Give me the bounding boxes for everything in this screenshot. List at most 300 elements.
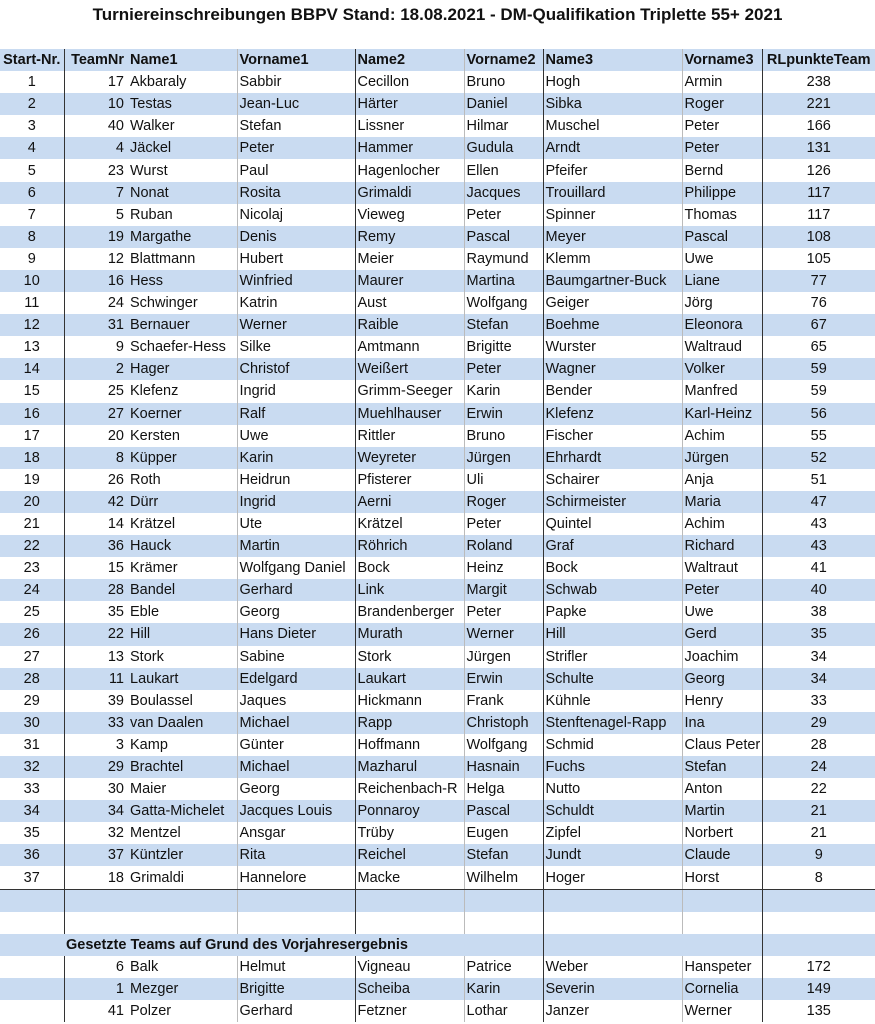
vorname2-cell bbox=[464, 889, 543, 912]
vorname1-cell bbox=[237, 912, 355, 934]
name2-cell: Grimm-Seeger bbox=[355, 380, 464, 402]
name2-cell: Hickmann bbox=[355, 690, 464, 712]
team-nr-cell: 22 bbox=[64, 623, 128, 645]
team-nr-cell: 3 bbox=[64, 734, 128, 756]
name2-cell: Reichenbach-R bbox=[355, 778, 464, 800]
seeded-row bbox=[0, 978, 875, 1000]
vorname1-cell: Peter bbox=[237, 137, 355, 159]
table-row bbox=[0, 866, 875, 889]
name1-cell: Testas bbox=[128, 93, 237, 115]
sheet-title: Turniereinschreibungen BBPV Stand: 18.08.2021 - DM-Qualifikation Triplette 55+ 2021 bbox=[92, 5, 783, 24]
name1-cell: Bandel bbox=[128, 579, 237, 601]
table-row bbox=[0, 535, 875, 557]
name2-cell: Pfisterer bbox=[355, 469, 464, 491]
vorname2-cell: Eugen bbox=[464, 822, 543, 844]
vorname2-cell: Hilmar bbox=[464, 115, 543, 137]
name2-cell: Hagenlocher bbox=[355, 159, 464, 181]
vorname3-cell: Jörg bbox=[682, 292, 762, 314]
team-nr-cell: 25 bbox=[64, 380, 128, 402]
vorname1-cell: Ute bbox=[237, 513, 355, 535]
name2-cell: Amtmann bbox=[355, 336, 464, 358]
seeded-row bbox=[0, 956, 875, 978]
table-row bbox=[0, 712, 875, 734]
name3-cell: Bock bbox=[543, 557, 682, 579]
table-body bbox=[0, 49, 875, 1022]
vorname1-cell: Jean-Luc bbox=[237, 93, 355, 115]
rlpunkte-cell: 56 bbox=[762, 403, 875, 425]
name1-cell: Walker bbox=[130, 118, 175, 135]
vorname3-cell: Uwe bbox=[682, 601, 762, 623]
name2-cell: Reichel bbox=[355, 844, 464, 866]
table-row bbox=[0, 844, 875, 866]
table-row bbox=[0, 226, 875, 248]
vorname1-cell: Jaques bbox=[237, 690, 355, 712]
vorname1-cell: Katrin bbox=[237, 292, 355, 314]
name3-cell: Hogh bbox=[543, 71, 682, 93]
team-nr-cell: 32 bbox=[64, 822, 128, 844]
vorname1-cell: Winfried bbox=[237, 270, 355, 292]
start-nr-cell: 23 bbox=[23, 560, 40, 577]
name3-cell: Stenftenagel-Rapp bbox=[543, 712, 682, 734]
name1-cell: Nonat bbox=[128, 182, 237, 204]
team-nr-cell: 13 bbox=[64, 646, 128, 668]
name1-cell bbox=[128, 912, 237, 934]
vorname3-cell: Ina bbox=[682, 712, 762, 734]
vorname3-cell bbox=[682, 889, 762, 912]
team-nr-cell: 19 bbox=[64, 226, 128, 248]
rlpunkte-cell: 52 bbox=[762, 447, 875, 469]
vorname2-cell: Stefan bbox=[464, 314, 543, 336]
name3-cell: Sibka bbox=[543, 93, 682, 115]
start-nr-cell: 31 bbox=[23, 736, 40, 753]
team-nr-cell: 37 bbox=[64, 844, 128, 866]
start-nr-cell: 24 bbox=[0, 579, 64, 601]
team-nr-cell: 23 bbox=[64, 159, 128, 181]
start-nr-cell: 15 bbox=[23, 383, 40, 400]
rlpunkte-cell: 117 bbox=[762, 182, 875, 204]
rlpunkte-cell: 51 bbox=[762, 469, 875, 491]
name2-cell: Weißert bbox=[355, 358, 464, 380]
rlpunkte-cell: 59 bbox=[762, 380, 875, 402]
team-nr-cell: 17 bbox=[64, 71, 128, 93]
vorname2-cell: Pascal bbox=[464, 800, 543, 822]
table-row bbox=[0, 115, 875, 137]
name1-cell: Koerner bbox=[128, 403, 237, 425]
start-nr-cell: 4 bbox=[0, 137, 64, 159]
vorname1-cell: Nicolaj bbox=[237, 204, 355, 226]
team-nr-cell: 24 bbox=[64, 292, 128, 314]
team-nr-cell: 29 bbox=[64, 756, 128, 778]
table-row bbox=[0, 336, 875, 358]
table-row bbox=[0, 93, 875, 115]
name2-cell: Hoffmann bbox=[355, 734, 464, 756]
team-nr-cell: 6 bbox=[64, 956, 128, 978]
start-nr-cell: 1 bbox=[27, 74, 36, 91]
rlpunkte-cell: 24 bbox=[762, 756, 875, 778]
name3-cell: Schuldt bbox=[543, 800, 682, 822]
start-nr-cell: 27 bbox=[23, 648, 40, 665]
vorname2-cell bbox=[464, 912, 543, 934]
start-nr-cell bbox=[0, 978, 64, 1000]
name2-cell: Lissner bbox=[355, 115, 464, 137]
vorname1-cell: Uwe bbox=[237, 425, 355, 447]
name1-cell: Mentzel bbox=[130, 825, 181, 842]
name1-cell: Klefenz bbox=[130, 383, 179, 400]
name3-cell bbox=[543, 912, 682, 934]
name1-cell: Küpper bbox=[128, 447, 237, 469]
vorname3-cell: Jürgen bbox=[682, 447, 762, 469]
rlpunkte-cell: 21 bbox=[762, 800, 875, 822]
vorname3-cell: Hanspeter bbox=[682, 956, 762, 978]
name3-cell: Muschel bbox=[543, 115, 682, 137]
name1-cell: Brachtel bbox=[128, 756, 237, 778]
start-nr-cell: 9 bbox=[27, 250, 36, 267]
vorname1-cell: Ingrid bbox=[237, 491, 355, 513]
start-nr-cell: 19 bbox=[23, 471, 40, 488]
rlpunkte-cell: 29 bbox=[762, 712, 875, 734]
table-row bbox=[0, 822, 875, 844]
vorname2-cell: Erwin bbox=[464, 403, 543, 425]
vorname3-cell: Philippe bbox=[682, 182, 762, 204]
vorname1-cell: Michael bbox=[237, 756, 355, 778]
vorname1-cell: Ingrid bbox=[237, 380, 355, 402]
vorname2-cell: Christoph bbox=[464, 712, 543, 734]
table-row bbox=[0, 800, 875, 822]
vorname2-cell: Roland bbox=[464, 535, 543, 557]
name3-cell: Boehme bbox=[543, 314, 682, 336]
rlpunkte-cell: 126 bbox=[762, 159, 875, 181]
team-nr-cell: 15 bbox=[64, 557, 128, 579]
vorname2-cell: Uli bbox=[464, 469, 543, 491]
vorname1-cell: Martin bbox=[237, 535, 355, 557]
vorname2-cell: Hasnain bbox=[464, 756, 543, 778]
name1-cell: Krätzel bbox=[130, 516, 176, 533]
name3-cell: Klefenz bbox=[543, 403, 682, 425]
vorname3-cell: Henry bbox=[682, 690, 762, 712]
table-row bbox=[0, 137, 875, 159]
team-nr-cell: 40 bbox=[64, 115, 128, 137]
rlpunkte-cell bbox=[762, 889, 875, 912]
name2-cell: Vigneau bbox=[355, 956, 464, 978]
vorname3-cell: Waltraut bbox=[682, 557, 762, 579]
name1-cell: Laukart bbox=[128, 668, 237, 690]
table-row bbox=[0, 447, 875, 469]
vorname1-cell bbox=[237, 889, 355, 912]
vorname3-cell: Claus Peter bbox=[682, 734, 762, 756]
name2-cell bbox=[355, 912, 464, 934]
vorname2-cell: Gudula bbox=[464, 137, 543, 159]
start-nr-cell bbox=[0, 1000, 64, 1022]
table-row bbox=[0, 668, 875, 690]
vorname1-cell: Paul bbox=[237, 159, 355, 181]
table-row bbox=[0, 469, 875, 491]
rlpunkte-cell: 238 bbox=[762, 71, 875, 93]
name2-cell: Scheiba bbox=[355, 978, 464, 1000]
name2-cell: Härter bbox=[355, 93, 464, 115]
name2-cell: Rapp bbox=[355, 712, 464, 734]
name3-cell: Wagner bbox=[543, 358, 682, 380]
vorname1-cell: Jacques Louis bbox=[237, 800, 355, 822]
vorname1-cell: Wolfgang Daniel bbox=[237, 557, 355, 579]
name1-cell: Hill bbox=[128, 623, 237, 645]
start-nr-cell: 14 bbox=[0, 358, 64, 380]
vorname3-cell: Anja bbox=[682, 469, 762, 491]
name3-cell: Arndt bbox=[543, 137, 682, 159]
team-nr-cell: 27 bbox=[64, 403, 128, 425]
vorname2-cell: Peter bbox=[464, 601, 543, 623]
name3-cell: Zipfel bbox=[543, 822, 682, 844]
name3-cell: Janzer bbox=[543, 1000, 682, 1022]
name1-cell: Kersten bbox=[130, 427, 180, 444]
name3-cell: Graf bbox=[543, 535, 682, 557]
name1-cell: Schaefer-Hess bbox=[130, 339, 226, 356]
vorname1-cell: Vorname1 bbox=[237, 49, 355, 71]
vorname2-cell: Daniel bbox=[464, 93, 543, 115]
name1-cell: Akbaraly bbox=[130, 74, 187, 91]
start-nr-cell: 26 bbox=[0, 623, 64, 645]
name3-cell: Fuchs bbox=[543, 756, 682, 778]
vorname2-cell: Ellen bbox=[464, 159, 543, 181]
vorname1-cell: Heidrun bbox=[237, 469, 355, 491]
name2-cell: Cecillon bbox=[355, 71, 464, 93]
name1-cell: Polzer bbox=[130, 1003, 172, 1020]
name3-cell: Schulte bbox=[543, 668, 682, 690]
name3-cell: Kühnle bbox=[543, 690, 682, 712]
table-row bbox=[0, 513, 875, 535]
name3-cell: Trouillard bbox=[543, 182, 682, 204]
vorname2-cell: Helga bbox=[464, 778, 543, 800]
name3-cell: Strifler bbox=[543, 646, 682, 668]
rlpunkte-cell: 47 bbox=[762, 491, 875, 513]
name1-cell: Kamp bbox=[130, 736, 168, 753]
team-nr-cell: 39 bbox=[64, 690, 128, 712]
name1-cell: Margathe bbox=[128, 226, 237, 248]
team-nr-cell: 41 bbox=[64, 1000, 128, 1022]
vorname2-cell: Jürgen bbox=[464, 646, 543, 668]
vorname1-cell: Edelgard bbox=[237, 668, 355, 690]
vorname1-cell: Gerhard bbox=[237, 1000, 355, 1022]
name1-cell: Ruban bbox=[130, 206, 173, 223]
name2-cell: Hammer bbox=[355, 137, 464, 159]
vorname2-cell: Vorname2 bbox=[464, 49, 543, 71]
rlpunkte-cell: 8 bbox=[762, 866, 875, 889]
name3-cell: Geiger bbox=[543, 292, 682, 314]
start-nr-cell: 36 bbox=[0, 844, 64, 866]
vorname2-cell: Bruno bbox=[464, 425, 543, 447]
vorname1-cell: Ralf bbox=[237, 403, 355, 425]
table-row bbox=[0, 270, 875, 292]
name2-cell: Macke bbox=[355, 866, 464, 889]
table-row bbox=[0, 601, 875, 623]
name2-cell: Raible bbox=[355, 314, 464, 336]
vorname2-cell: Margit bbox=[464, 579, 543, 601]
vorname1-cell: Christof bbox=[237, 358, 355, 380]
start-nr-cell: 5 bbox=[27, 162, 36, 179]
name1-cell: Stork bbox=[130, 648, 164, 665]
vorname1-cell: Silke bbox=[237, 336, 355, 358]
rlpunkte-cell: 40 bbox=[762, 579, 875, 601]
rlpunkte-cell: 117 bbox=[762, 204, 875, 226]
vorname2-cell: Raymund bbox=[464, 248, 543, 270]
vorname3-cell: Achim bbox=[682, 513, 762, 535]
name1-cell: Grimaldi bbox=[128, 866, 237, 889]
vorname1-cell: Rita bbox=[237, 844, 355, 866]
name1-cell: Blattmann bbox=[130, 250, 196, 267]
vorname2-cell: Werner bbox=[464, 623, 543, 645]
vorname3-cell: Armin bbox=[682, 71, 762, 93]
rlpunkte-cell: 35 bbox=[762, 623, 875, 645]
start-nr-cell: 33 bbox=[23, 781, 40, 798]
rlpunkte-cell: 41 bbox=[762, 557, 875, 579]
name1-cell: Dürr bbox=[128, 491, 237, 513]
start-nr-cell: 37 bbox=[0, 866, 64, 889]
rlpunkte-cell: 149 bbox=[762, 978, 875, 1000]
name2-cell: Name2 bbox=[355, 49, 464, 71]
rlpunkte-cell: 65 bbox=[762, 336, 875, 358]
vorname3-cell: Peter bbox=[682, 137, 762, 159]
seeded-row bbox=[0, 1000, 875, 1022]
name3-cell: Fischer bbox=[543, 425, 682, 447]
vorname2-cell: Bruno bbox=[464, 71, 543, 93]
table-row bbox=[0, 159, 875, 181]
vorname3-cell: Joachim bbox=[682, 646, 762, 668]
start-nr-cell: 3 bbox=[27, 118, 36, 135]
vorname3-cell: Anton bbox=[682, 778, 762, 800]
table-row bbox=[0, 623, 875, 645]
name3-cell: Meyer bbox=[543, 226, 682, 248]
rlpunkte-cell: 43 bbox=[762, 535, 875, 557]
start-nr-cell bbox=[0, 956, 64, 978]
vorname3-cell: Norbert bbox=[682, 822, 762, 844]
vorname2-cell: Peter bbox=[464, 204, 543, 226]
start-nr-cell: 10 bbox=[0, 270, 64, 292]
vorname3-cell: Claude bbox=[682, 844, 762, 866]
start-nr-cell: 16 bbox=[0, 403, 64, 425]
team-nr-cell: 16 bbox=[64, 270, 128, 292]
rlpunkte-cell: 131 bbox=[762, 137, 875, 159]
team-nr-cell: 8 bbox=[64, 447, 128, 469]
start-nr-cell: 35 bbox=[23, 825, 40, 842]
name3-cell: Papke bbox=[543, 601, 682, 623]
rlpunkte-cell: 105 bbox=[762, 248, 875, 270]
name3-cell: Name3 bbox=[543, 49, 682, 71]
rlpunkte-cell: 135 bbox=[762, 1000, 875, 1022]
rlpunkte-cell: 34 bbox=[762, 668, 875, 690]
team-nr-cell: 36 bbox=[64, 535, 128, 557]
start-nr-cell: 7 bbox=[27, 206, 36, 223]
team-nr-cell: 26 bbox=[64, 469, 128, 491]
empty-cell bbox=[762, 934, 875, 956]
vorname3-cell: Richard bbox=[682, 535, 762, 557]
name3-cell: Pfeifer bbox=[543, 159, 682, 181]
name3-cell: Hoger bbox=[543, 866, 682, 889]
vorname3-cell: Peter bbox=[682, 579, 762, 601]
name2-cell: Mazharul bbox=[355, 756, 464, 778]
name2-cell: Aerni bbox=[355, 491, 464, 513]
start-nr-cell: 30 bbox=[0, 712, 64, 734]
vorname1-cell: Hans Dieter bbox=[237, 623, 355, 645]
vorname2-cell: Lothar bbox=[464, 1000, 543, 1022]
name1-cell: Mezger bbox=[128, 978, 237, 1000]
team-nr-cell bbox=[64, 912, 128, 934]
name2-cell: Laukart bbox=[355, 668, 464, 690]
vorname3-cell: Manfred bbox=[682, 380, 762, 402]
vorname1-cell: Karin bbox=[237, 447, 355, 469]
start-nr-cell: Start-Nr. bbox=[0, 49, 64, 71]
rlpunkte-cell: 59 bbox=[762, 358, 875, 380]
vorname3-cell: Pascal bbox=[682, 226, 762, 248]
rlpunkte-cell: 67 bbox=[762, 314, 875, 336]
rlpunkte-cell: 9 bbox=[762, 844, 875, 866]
table-row bbox=[0, 248, 875, 270]
vorname1-cell: Gerhard bbox=[237, 579, 355, 601]
table-row bbox=[0, 690, 875, 712]
start-nr-cell: 18 bbox=[0, 447, 64, 469]
vorname2-cell: Martina bbox=[464, 270, 543, 292]
rlpunkte-cell bbox=[762, 912, 875, 934]
start-nr-cell: 21 bbox=[23, 516, 40, 533]
team-nr-cell: 18 bbox=[64, 866, 128, 889]
name1-cell: Maier bbox=[130, 781, 167, 798]
vorname3-cell: Karl-Heinz bbox=[682, 403, 762, 425]
name1-cell: Küntzler bbox=[128, 844, 237, 866]
name3-cell: Klemm bbox=[543, 248, 682, 270]
team-nr-cell bbox=[64, 889, 128, 912]
name3-cell: Bender bbox=[543, 380, 682, 402]
start-nr-cell: 2 bbox=[0, 93, 64, 115]
rlpunkte-cell: 221 bbox=[762, 93, 875, 115]
name1-cell bbox=[128, 889, 237, 912]
team-nr-cell: 34 bbox=[64, 800, 128, 822]
vorname2-cell: Jacques bbox=[464, 182, 543, 204]
table-row bbox=[0, 314, 875, 336]
name2-cell: Murath bbox=[355, 623, 464, 645]
team-nr-cell: 4 bbox=[64, 137, 128, 159]
name1-cell: Wurst bbox=[130, 162, 168, 179]
start-nr-cell: 12 bbox=[0, 314, 64, 336]
vorname1-cell: Rosita bbox=[237, 182, 355, 204]
name3-cell bbox=[543, 889, 682, 912]
vorname3-cell: Uwe bbox=[682, 248, 762, 270]
vorname2-cell: Brigitte bbox=[464, 336, 543, 358]
name2-cell: Grimaldi bbox=[355, 182, 464, 204]
vorname2-cell: Wolfgang bbox=[464, 292, 543, 314]
start-nr-cell: 22 bbox=[0, 535, 64, 557]
rlpunkte-cell: 166 bbox=[762, 115, 875, 137]
rlpunkte-cell: 38 bbox=[762, 601, 875, 623]
table-row bbox=[0, 646, 875, 668]
team-nr-cell: 12 bbox=[64, 248, 128, 270]
start-nr-cell bbox=[0, 889, 64, 912]
vorname2-cell: Frank bbox=[464, 690, 543, 712]
rlpunkte-cell: 21 bbox=[762, 822, 875, 844]
name1-cell: Hess bbox=[128, 270, 237, 292]
rlpunkte-cell: 22 bbox=[762, 778, 875, 800]
name1-cell: Roth bbox=[130, 471, 161, 488]
vorname3-cell: Waltraud bbox=[682, 336, 762, 358]
table-row bbox=[0, 778, 875, 800]
rlpunkte-cell: 76 bbox=[762, 292, 875, 314]
rlpunkte-cell: 33 bbox=[762, 690, 875, 712]
start-nr-cell: 29 bbox=[23, 692, 40, 709]
name3-cell: Hill bbox=[543, 623, 682, 645]
name3-cell: Schairer bbox=[543, 469, 682, 491]
team-nr-cell: 1 bbox=[64, 978, 128, 1000]
name1-cell: Jäckel bbox=[128, 137, 237, 159]
name3-cell: Schirmeister bbox=[543, 491, 682, 513]
vorname1-cell: Günter bbox=[237, 734, 355, 756]
rlpunkte-cell: 43 bbox=[762, 513, 875, 535]
